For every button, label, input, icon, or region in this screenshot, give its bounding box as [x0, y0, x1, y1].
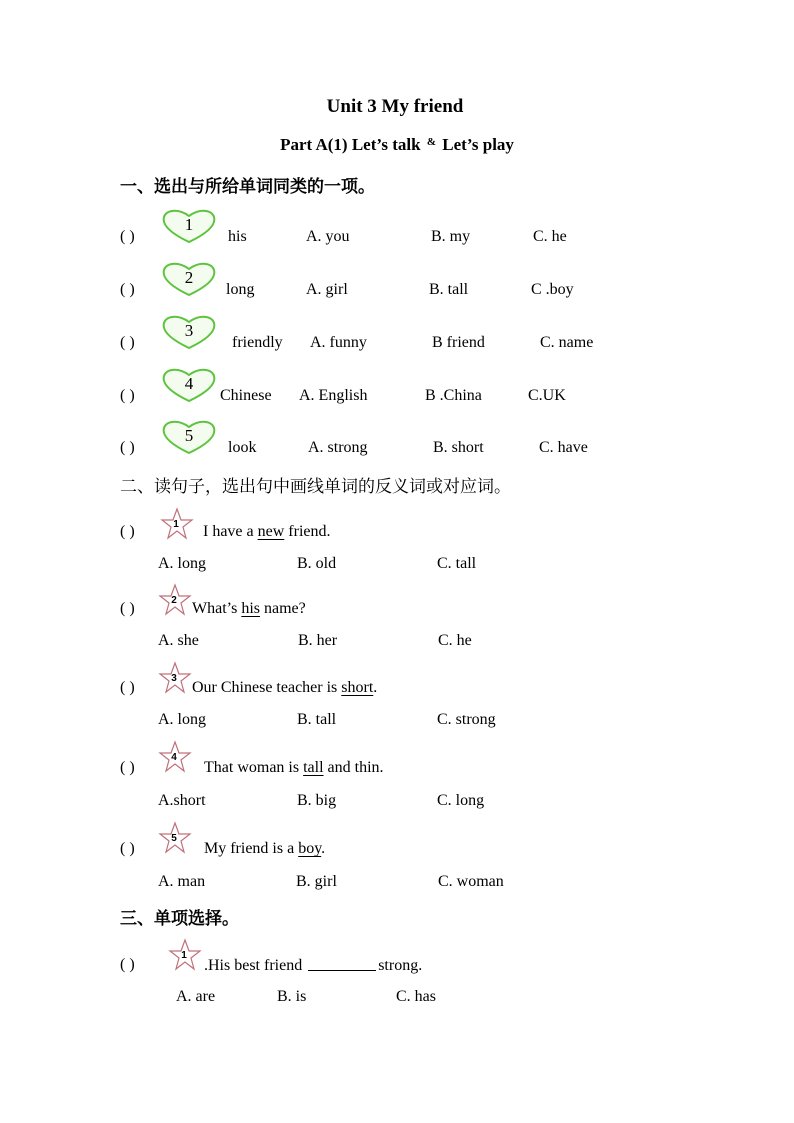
option-b[interactable]: B. tall	[297, 711, 337, 728]
answer-paren[interactable]: ( )	[120, 840, 135, 857]
option-b[interactable]: B. her	[298, 632, 338, 649]
underlined-word: boy	[298, 840, 322, 857]
option-b[interactable]: B. is	[277, 988, 307, 1005]
question-sentence	[192, 600, 306, 618]
star-icon	[158, 821, 192, 855]
star-icon	[158, 740, 192, 774]
sentence-pre: What’s	[192, 600, 242, 617]
heart-icon	[160, 259, 218, 299]
underlined-word: short	[341, 679, 374, 696]
option-c[interactable]: C. long	[437, 792, 485, 809]
answer-paren[interactable]: ( )	[120, 281, 135, 298]
option-c[interactable]: C. have	[539, 439, 588, 456]
answer-paren[interactable]: ( )	[120, 600, 135, 617]
underlined-word: his	[241, 600, 260, 617]
star-icon	[168, 938, 202, 972]
question-sentence	[203, 523, 331, 541]
heart-number: 3	[184, 321, 194, 340]
option-a[interactable]: A. she	[158, 632, 199, 649]
sentence-post: .	[373, 679, 378, 696]
option-c[interactable]: C. woman	[438, 873, 504, 890]
question-sentence	[192, 679, 377, 697]
option-a[interactable]: A.short	[158, 792, 206, 809]
subtitle-left: Part A(1) Let’s talk	[280, 135, 421, 154]
heart-number: 5	[184, 426, 194, 445]
heart-icon	[160, 365, 218, 405]
item-word: look	[228, 439, 257, 456]
answer-blank[interactable]	[308, 956, 376, 971]
answer-paren[interactable]: ( )	[120, 956, 135, 973]
sentence-post: and thin.	[323, 759, 384, 776]
subtitle-right: Let’s play	[442, 135, 514, 154]
option-a[interactable]: A. you	[306, 228, 350, 245]
star-icon	[160, 507, 194, 541]
heart-icon	[160, 206, 218, 246]
section3-heading: 三、单项选择。	[120, 909, 239, 929]
star-icon	[158, 661, 192, 695]
answer-paren[interactable]: ( )	[120, 759, 135, 776]
option-c[interactable]: C. he	[438, 632, 472, 649]
option-a[interactable]: A. long	[158, 711, 206, 728]
heart-number: 4	[184, 374, 194, 393]
sentence-pre: Our Chinese teacher is	[192, 679, 342, 696]
option-b[interactable]: B. short	[433, 439, 484, 456]
heart-icon	[160, 312, 218, 352]
option-c[interactable]: C. he	[533, 228, 567, 245]
answer-paren[interactable]: ( )	[120, 387, 135, 404]
sentence-post: .	[321, 840, 326, 857]
section1-heading: 一、选出与所给单词同类的一项。	[120, 177, 375, 197]
sentence-pre: That woman is	[204, 759, 304, 776]
option-c[interactable]: C. name	[540, 334, 594, 351]
option-a[interactable]: A. long	[158, 555, 206, 572]
question-sentence	[204, 759, 384, 777]
option-b[interactable]: B. girl	[296, 873, 337, 890]
question-sentence	[204, 956, 422, 975]
item-word: long	[226, 281, 255, 298]
option-c[interactable]: C. has	[396, 988, 436, 1005]
sentence-post: friend.	[284, 523, 331, 540]
option-c[interactable]: C. tall	[437, 555, 477, 572]
option-b[interactable]: B friend	[432, 334, 485, 351]
option-a[interactable]: A. girl	[306, 281, 348, 298]
star-number: 1	[181, 950, 187, 961]
option-a[interactable]: A. are	[176, 988, 216, 1005]
option-c[interactable]: C.UK	[528, 387, 566, 404]
item-word: friendly	[232, 334, 283, 351]
heart-number: 1	[184, 215, 194, 234]
sentence-pre: .His best friend	[204, 957, 307, 974]
star-number: 4	[171, 752, 177, 763]
option-a[interactable]: A. funny	[310, 334, 367, 351]
option-b[interactable]: B .China	[425, 387, 482, 404]
answer-paren[interactable]: ( )	[120, 679, 135, 696]
sentence-pre: My friend is a	[204, 840, 299, 857]
option-c[interactable]: C .boy	[531, 281, 574, 298]
option-b[interactable]: B. my	[431, 228, 471, 245]
section2-heading: 二、读句子，选出句中画线单词的反义词或对应词。	[120, 477, 511, 497]
question-sentence	[204, 840, 325, 858]
option-c[interactable]: C. strong	[437, 711, 496, 728]
option-b[interactable]: B. old	[297, 555, 337, 572]
answer-paren[interactable]: ( )	[120, 439, 135, 456]
answer-paren[interactable]: ( )	[120, 228, 135, 245]
underlined-word: new	[257, 523, 285, 540]
star-number: 5	[171, 833, 177, 844]
item-word: Chinese	[220, 387, 272, 404]
star-number: 2	[171, 595, 177, 606]
page-subtitle	[0, 135, 794, 155]
sentence-post: strong.	[378, 957, 423, 974]
underlined-word: tall	[303, 759, 324, 776]
answer-paren[interactable]: ( )	[120, 334, 135, 351]
star-number: 3	[171, 673, 177, 684]
option-a[interactable]: A. English	[299, 387, 368, 404]
subtitle-amp: &	[426, 136, 437, 148]
star-number: 1	[173, 519, 179, 530]
sentence-pre: I have a	[203, 523, 258, 540]
option-a[interactable]: A. strong	[308, 439, 368, 456]
option-b[interactable]: B. big	[297, 792, 337, 809]
option-a[interactable]: A. man	[158, 873, 206, 890]
heart-icon	[160, 417, 218, 457]
page-title: Unit 3 My friend	[326, 96, 464, 117]
heart-number: 2	[184, 268, 194, 287]
answer-paren[interactable]: ( )	[120, 523, 135, 540]
star-icon	[158, 583, 192, 617]
sentence-post: name?	[260, 600, 306, 617]
item-word: his	[228, 228, 247, 245]
option-b[interactable]: B. tall	[429, 281, 469, 298]
